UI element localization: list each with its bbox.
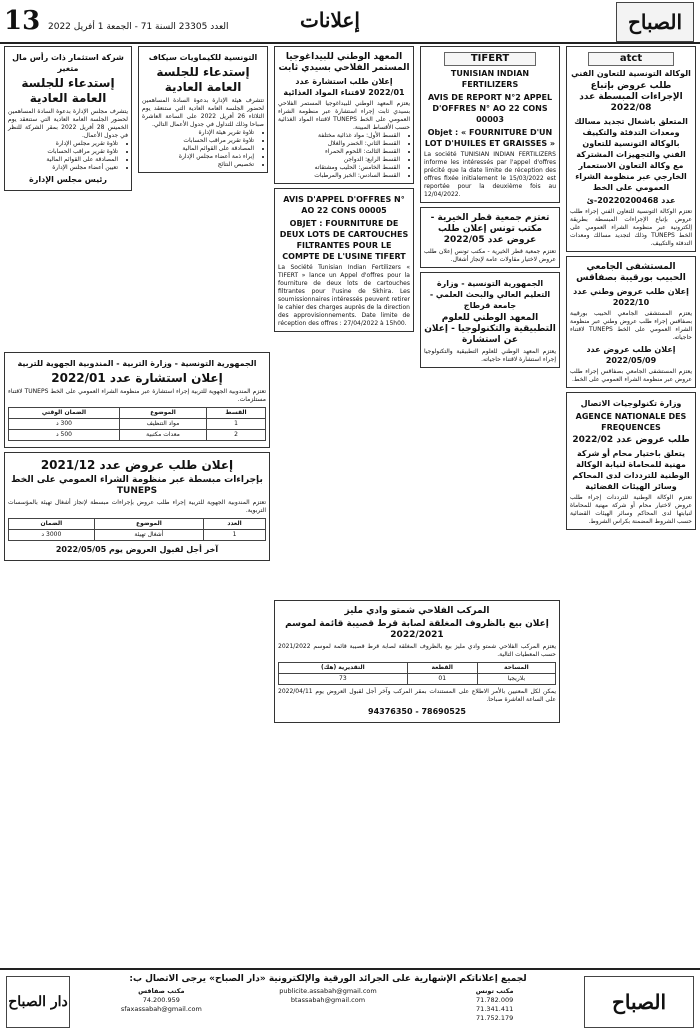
table-header: القسط [207, 408, 266, 419]
qatar-charity-ad [420, 207, 560, 268]
ad-body: تعتزم الوكالة الوطنية للترددات إجراء طلب عروض لاختيار محام أو شركة مهنية للمحاماة لنيابتها لدى المحاكم وسائر الهيئات القضائية حسب الشروط المضمنة بكراس الشروط. [570, 494, 692, 525]
ad-body: يعتزم المعهد الوطني للعلوم التطبيقية والتكنولوجيا إجراء استشارة لاقتناء حاجياته. [424, 348, 556, 363]
ad-body: La société TUNISIAN INDIAN FERTILIZERS informe les intéressés par l'appel d'offres précité que la date limite de réception des offres fixée initialement le 15/03/2022 est reportée pour la deuxième fois au 12/04/2022. [424, 151, 556, 198]
list-item: • القسط الرابع: الدواجن [278, 156, 400, 164]
list-item: • القسط الخامس: الحليب ومشتقاته [278, 164, 400, 172]
ad-body: يمكن لكل المعنيين بالأمر الاطلاع على المستندات بمقر المركب وآخر أجل لقبول العروض يوم 2022/04/11 على الساعة العاشرة صباحا. [278, 688, 556, 703]
ad-body: يعتزم المركب الفلاحي شمتو وادي مليز بيع بالظروف المغلقة لصابة قرط قصيبة قائمة لموسم 2021/2022 حسب المعطيات التالية. [278, 643, 556, 658]
hospital-ad [566, 256, 696, 388]
chemtou-sale-ad [274, 600, 560, 723]
ad-title: AVIS D'APPEL D'OFFRES N° AO 22 CONS 00005 [283, 195, 405, 215]
ad-title: تعتزم جمعية قطر الخيرية - مكتب تونس إعلان طلب عروض عدد 2022/05 [430, 213, 550, 245]
column-4 [138, 46, 268, 346]
insat-ad [420, 272, 560, 368]
education-block [4, 352, 270, 964]
table-cell: 3000 د [9, 530, 95, 541]
sicav-ag-ad-1 [138, 46, 268, 173]
ad-deadline: آخر أجل لقبول العروض يوم 2022/05/05 [55, 545, 219, 554]
list-item: • تلاوة تقرير مراقب الحسابات [8, 148, 118, 156]
anf-ad [566, 392, 696, 530]
footer-logo-left: دار الصباح [6, 976, 70, 1028]
ad-signature: رئيس مجلس الإدارة [29, 175, 107, 184]
lots-table [8, 518, 266, 541]
phone-number: 71.341.411 [476, 1005, 514, 1013]
email[interactable]: sfaxassabah@gmail.com [120, 1005, 202, 1013]
table-cell: 1 [204, 530, 266, 541]
table-cell: 01 [407, 674, 477, 685]
footer-contact [78, 974, 578, 1023]
atct-ad [566, 46, 696, 252]
page-number: 13 [4, 6, 41, 36]
ad-ministry: الجمهورية التونسية - وزارة التربية - المندوبية الجهوية للتربية [17, 359, 257, 368]
office-label: مكتب صفاقس [138, 987, 185, 995]
table-cell: 300 د [9, 419, 120, 430]
ad-subtitle: AVIS DE REPORT N°2 APPEL D'OFFRES N° AO 22 CONS 00003 [427, 93, 553, 124]
newspaper-logo: الصباح [616, 2, 694, 42]
tifert-logo: TIFERT [444, 52, 536, 66]
page-footer [0, 968, 700, 1030]
list-item: • تخصيص النتائج [142, 161, 254, 169]
column-2 [420, 46, 560, 586]
agricultural-block [274, 600, 560, 964]
ad-body: يعتزم المعهد الوطني للبيداغوجيا المستمر الفلاحي بسيدي ثابت إجراء استشارة عبر منظومة الشراء العمومي على الخط TUNEPS لاقتناء المواد الغذائية حسب الأقساط المبينة. [278, 100, 411, 131]
ad-number: عدد 20220200468-ئ [586, 196, 676, 205]
list-item: • القسط الثالث: اللحوم الحمراء [278, 148, 400, 156]
section-title: إعلانات [300, 8, 360, 32]
ad-title: المركب الفلاحي شمتو وادي مليز [344, 606, 490, 616]
ad-body: يتشرف مجلس الإدارة بدعوة السادة المساهمين لحضور الجلسة العامة العادية التي ستنعقد يوم الخميس 28 أفريل 2022 بمقر الشركة للنظر في جدول الأعمال. [8, 108, 128, 139]
table-header: المساحة [477, 663, 555, 674]
table-header: الموضوع [119, 408, 206, 419]
list-item: • إبراء ذمة أعضاء مجلس الإدارة [142, 153, 254, 161]
list-item: • المصادقة على القوائم المالية [8, 156, 118, 164]
tifert-filters-ad [274, 188, 414, 332]
list-item: • تلاوة تقرير هيئة الإدارة [142, 129, 254, 137]
ad-object: Objet : « FOURNITURE D'UN LOT D'HUILES ET GRAISSES » [424, 128, 556, 148]
phone-number: 71.782.009 [476, 996, 514, 1004]
phone-number: 74.200.959 [142, 996, 180, 1004]
ad-company: التونسية للكيماويات سيكاف [148, 53, 258, 62]
list-item: • القسط السادس: الخبز والمرطبات [278, 172, 400, 180]
footer-heading: لجميع إعلاناتكم الإشهارية على الجرائد الورقية والإلكترونية «دار الصباح» يرجى الاتصال ب: [129, 974, 527, 984]
office-label: مكتب تونس [475, 987, 514, 995]
ad-agency: AGENCE NATIONALE DES FREQUENCES [575, 412, 687, 432]
ad-title: المستشفى الجامعي الحبيب بورقيبة بصفاقس [576, 262, 686, 283]
ad-subtitle: إعلان طلب عروض وطني عدد 2022/10 [573, 287, 689, 307]
education-tender-ad [4, 452, 270, 561]
page-header [0, 0, 700, 44]
footer-logo-right: الصباح [584, 976, 694, 1028]
ad-company: شركة استثمار ذات رأس مال متغير [12, 53, 124, 73]
ad-title: المعهد الوطني للبيداغوجيا المستمر الفلاحي بسيدي ثابت [278, 52, 410, 73]
issue-info: العدد 23305 السنة 71 - الجمعة 1 أفريل 2022 [48, 22, 229, 32]
atct-logo: atct [588, 52, 673, 66]
table-header: الضمان الوقتي [9, 408, 120, 419]
ad-body: يعتزم المستشفى الجامعي الحبيب بورقيبة بصفاقس إجراء طلب عروض وطني عبر منظومة الشراء العمومي على الخط TUNEPS لاقتناء حاجياته. [570, 310, 692, 341]
ad-subtitle: إعلان طلب استشارة عدد 2022/01 لاقتناء المواد الغذائية [283, 77, 405, 97]
column-3 [274, 46, 414, 586]
ad-body: تعتزم الوكالة التونسية للتعاون الفني إجراء طلب عروض بإتباع الإجراءات المبسطة بطريقة إلكترونية عبر منظومة الشراء العمومي على الخط TUNEPS وذلك لتجديد مسالك ومعدات التدفئة والتكييف. [570, 208, 692, 247]
table-cell: 2 [207, 430, 266, 441]
email[interactable]: btassabah@gmail.com [290, 996, 366, 1004]
lots-table [8, 407, 266, 441]
education-consultation-ad [4, 352, 270, 448]
ad-body: تعتزم المندوبية الجهوية للتربية إجراء طلب عروض بإجراءات مبسطة لإنجاز أشغال تهيئة بالمؤسسات التربوية. [8, 499, 266, 514]
ad-body: La Société Tunisian Indian Fertilizers « TIFERT » lance un Appel d'offres pour la fourniture de deux lots de cartouches filtrantes pour l'usine de Skhira. Les soumissionnaires intéressés peuvent retirer le cahier des charges auprès de la direction des approvisionnements. Date limite de réception des offres : 27/04/2022 à 15h00. [278, 264, 410, 327]
ad-title: المعهد الوطني للعلوم التطبيقية والتكنولوجيا - إعلان عن استشارة [424, 313, 556, 345]
ad-title: إعلان استشارة عدد 2022/01 [51, 371, 223, 385]
sidi-thabet-ad [274, 46, 414, 184]
table-header: الضمان [9, 519, 95, 530]
column-1 [566, 46, 696, 964]
ad-title: إعلان طلب عروض عدد 2022/05/09 [586, 345, 676, 365]
list-item: • القسط الأول: مواد غذائية مختلفة [278, 132, 400, 140]
list-item: • تلاوة تقرير مجلس الإدارة [8, 140, 118, 148]
ad-subtitle: يتعلق باختيار محام أو شركة مهنية للمحاماة لنيابة الوكالة الوطنية للترددات لدى المحاكم وسائر الهيئات القضائية [572, 449, 690, 491]
list-item: • القسط الثاني: الخضر والغلال [278, 140, 400, 148]
ad-subtitle: المتعلق باشغال تجديد مسالك ومعدات التدفئة والتكييف بالوكالة التونسية للتعاون الفني والتجهيزات المشتركة مع وكالة التعاون الاستعمار الخارجي عبر منظومة الشراء العمومي على الخط [574, 117, 688, 192]
tifert-report-ad [420, 46, 560, 203]
ad-title: TUNISIAN INDIAN FERTILIZERS [450, 69, 530, 89]
ad-body: تتشرف هيئة الإدارة بدعوة السادة المساهمين لحضور الجلسة العامة العادية التي ستنعقد يوم الثلاثاء 26 أفريل 2022 على الساعة العاشرة صباحا وذلك للتداول في جدول الأعمال التالي. [142, 97, 265, 128]
ad-subtitle: بإجراءات مبسطة عبر منظومة الشراء العمومي على الخط TUNEPS [11, 475, 263, 496]
ad-title: إستدعاء للجلسة العامة العادية [156, 65, 250, 94]
table-cell: 500 د [9, 430, 120, 441]
ad-ministry: وزارة تكنولوجيات الاتصال [580, 399, 682, 408]
table-header: العدد [204, 519, 266, 530]
ad-title: طلب عروض عدد 2022/02 [572, 435, 690, 445]
table-cell: 73 [279, 674, 408, 685]
ad-subtitle: OBJET : FOURNITURE DE DEUX LOTS DE CARTOUCHES FILTRANTES POUR LE COMPTE DE L'USINE TIFERT [279, 219, 409, 261]
column-5 [4, 46, 132, 346]
ad-title: طلب عروض بإتباع الإجراءات المبسطة عدد 2022/08 [579, 81, 683, 113]
table-cell: بلاريجيا [477, 674, 555, 685]
ad-subtitle: إعلان بيع بالظروف المغلقة لصابة قرط قصيبة قائمة لموسم 2022/2021 [285, 619, 549, 640]
fax-number: 71.752.179 [476, 1014, 514, 1022]
ad-title: إستدعاء للجلسة العامة العادية [21, 76, 115, 105]
ad-body: تعتزم جمعية قطر الخيرية - مكتب تونس إعلان طلب عروض لاختيار مقاولات عامة لإنجاز أشغال. [424, 248, 556, 263]
ad-body: تعتزم المندوبية الجهوية للتربية إجراء استشارة عبر منظومة الشراء العمومي على الخط TUNEPS لاقتناء مستلزمات. [8, 388, 267, 403]
table-cell: معدات مكتبية [119, 430, 206, 441]
table-header: القطعة [407, 663, 477, 674]
ad-body: يعتزم المستشفى الجامعي بصفاقس إجراء طلب عروض عبر منظومة الشراء العمومي على الخط. [570, 368, 692, 383]
list-item: • تعيين أعضاء مجلس الإدارة [8, 164, 118, 172]
parcel-table [278, 662, 556, 685]
table-header: التقديرية (هك) [279, 663, 408, 674]
list-item: • المصادقة على القوائم المالية [142, 145, 254, 153]
table-cell: 1 [207, 419, 266, 430]
table-cell: أشغال تهيئة [94, 530, 203, 541]
table-header: الموضوع [94, 519, 203, 530]
ad-title: إعلان طلب عروض عدد 2021/12 [40, 458, 234, 472]
ad-ministry: الجمهورية التونسية - وزارة التعليم العالي والبحث العلمي - جامعة قرطاج [429, 279, 551, 310]
list-item: • تلاوة تقرير مراقب الحسابات [142, 137, 254, 145]
ad-phone: 78690525 - 94376350 [368, 707, 466, 716]
email[interactable]: publicite.assabah@gmail.com [279, 987, 377, 995]
ad-org: الوكالة التونسية للتعاون الفني [571, 69, 691, 78]
sicav-ag-ad-2 [4, 46, 132, 191]
table-cell: مواد التنظيف [119, 419, 206, 430]
